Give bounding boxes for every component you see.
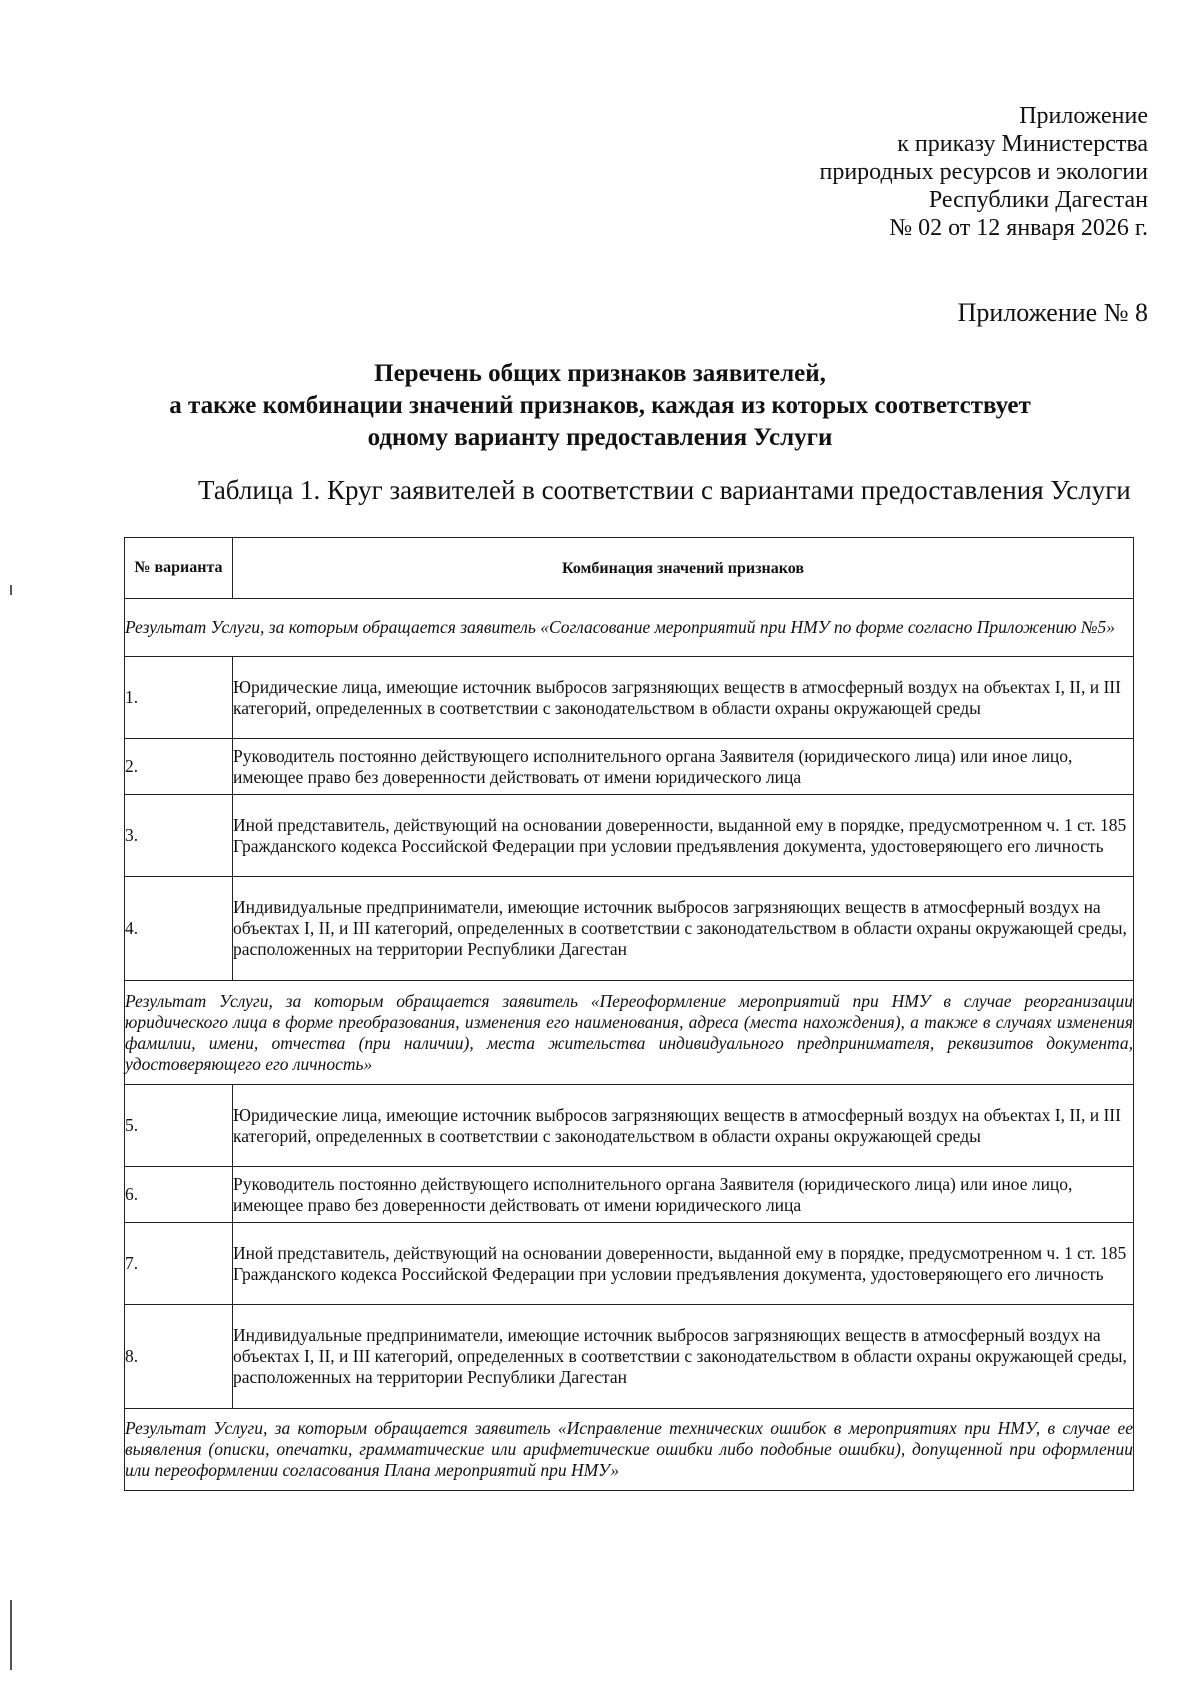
header-line: № 02 от 12 января 2026 г. — [889, 215, 1148, 241]
title-line: Перечень общих признаков заявителей, — [374, 360, 826, 387]
header-line: к приказу Министерства — [897, 131, 1148, 157]
applicants-table — [124, 537, 1134, 1491]
header-line: природных ресурсов и экологии — [819, 159, 1148, 185]
col-combination-header: Комбинация значений признаков — [233, 538, 1134, 599]
variant-description: Юридические лица, имеющие источник выбросов загрязняющих веществ в атмосферный воздух на объектах I, II, и III категорий, определенных в соответствии с законодательством в области охраны окружающей среды — [233, 657, 1134, 739]
variant-description: Иной представитель, действующий на основании доверенности, выданной ему в порядке, предусмотренном ч. 1 ст. 185 Гражданского кодекса Российской Федерации при условии предъявления документа, удостоверяющего его личность — [233, 1223, 1134, 1305]
result-section-text: Результат Услуги, за которым обращается заявитель «Исправление технических ошибок в мероприятиях при НМУ, в случае ее выявления (описки, опечатки, грамматические или арифметические ошибки либо подобные ошибки), допущенной при оформлении или переоформлении согласования Плана мероприятий при НМУ» — [125, 1409, 1134, 1491]
variant-description: Юридические лица, имеющие источник выбросов загрязняющих веществ в атмосферный воздух на объектах I, II, и III категорий, определенных в соответствии с законодательством в области охраны окружающей среды — [233, 1085, 1134, 1167]
appendix-number: Приложение № 8 — [957, 298, 1148, 327]
variant-number: 1. — [125, 657, 233, 739]
variant-number: 4. — [125, 877, 233, 981]
variant-number: 6. — [125, 1167, 233, 1223]
result-section-row — [125, 981, 1134, 1085]
variant-description: Иной представитель, действующий на основании доверенности, выданной ему в порядке, предусмотренном ч. 1 ст. 185 Гражданского кодекса Российской Федерации при условии предъявления документа, удостоверяющего его личность — [233, 795, 1134, 877]
variant-description: Индивидуальные предприниматели, имеющие источник выбросов загрязняющих веществ в атмосферный воздух на объектах I, II, и III категорий, определенных в соответствии с законодательством в области охраны окружающей среды, расположенных на территории Республики Дагестан — [233, 1305, 1134, 1409]
table-row — [125, 739, 1134, 795]
variant-number: 8. — [125, 1305, 233, 1409]
scan-margin-mark — [10, 585, 12, 595]
table-row — [125, 1223, 1134, 1305]
result-section-row — [125, 599, 1134, 657]
result-section-text: Результат Услуги, за которым обращается заявитель «Переоформление мероприятий при НМУ в случае реорганизации юридического лица в форме преобразования, изменения его наименования, адреса (места нахождения), а также в случаях изменения фамилии, имени, отчества (при наличии), места жительства индивидуального предпринимателя, реквизитов документа, удостоверяющего его личность» — [125, 981, 1134, 1085]
variant-number: 5. — [125, 1085, 233, 1167]
table-caption: Таблица 1. Круг заявителей в соответствии с вариантами предоставления Услуги — [198, 475, 1131, 505]
table-row — [125, 795, 1134, 877]
table-row — [125, 1085, 1134, 1167]
table-row — [125, 657, 1134, 739]
result-section-row — [125, 1409, 1134, 1491]
title-line: а также комбинации значений признаков, каждая из которых соответствует — [169, 392, 1031, 419]
result-section-text: Результат Услуги, за которым обращается заявитель «Согласование мероприятий при НМУ по форме согласно Приложению №5» — [125, 599, 1134, 657]
variant-number: 3. — [125, 795, 233, 877]
table-row — [125, 1305, 1134, 1409]
document-title — [80, 358, 1120, 454]
variant-number: 7. — [125, 1223, 233, 1305]
col-variant-number-header: № варианта — [125, 538, 233, 599]
table-row — [125, 877, 1134, 981]
variant-description: Руководитель постоянно действующего исполнительного органа Заявителя (юридического лица) или иное лицо, имеющее право без доверенности действовать от имени юридического лица — [233, 739, 1134, 795]
title-line: одному варианту предоставления Услуги — [367, 424, 833, 451]
table-header-row — [125, 538, 1134, 599]
variant-description: Руководитель постоянно действующего исполнительного органа Заявителя (юридического лица) или иное лицо, имеющее право без доверенности действовать от имени юридического лица — [233, 1167, 1134, 1223]
header-line: Приложение — [1019, 103, 1148, 129]
variant-description: Индивидуальные предприниматели, имеющие источник выбросов загрязняющих веществ в атмосферный воздух на объектах I, II, и III категорий, определенных в соответствии с законодательством в области охраны окружающей среды, расположенных на территории Республики Дагестан — [233, 877, 1134, 981]
variant-number: 2. — [125, 739, 233, 795]
header-line: Республики Дагестан — [928, 187, 1148, 213]
table-row — [125, 1167, 1134, 1223]
approval-header — [628, 102, 1148, 242]
scan-margin-mark — [10, 1600, 12, 1670]
